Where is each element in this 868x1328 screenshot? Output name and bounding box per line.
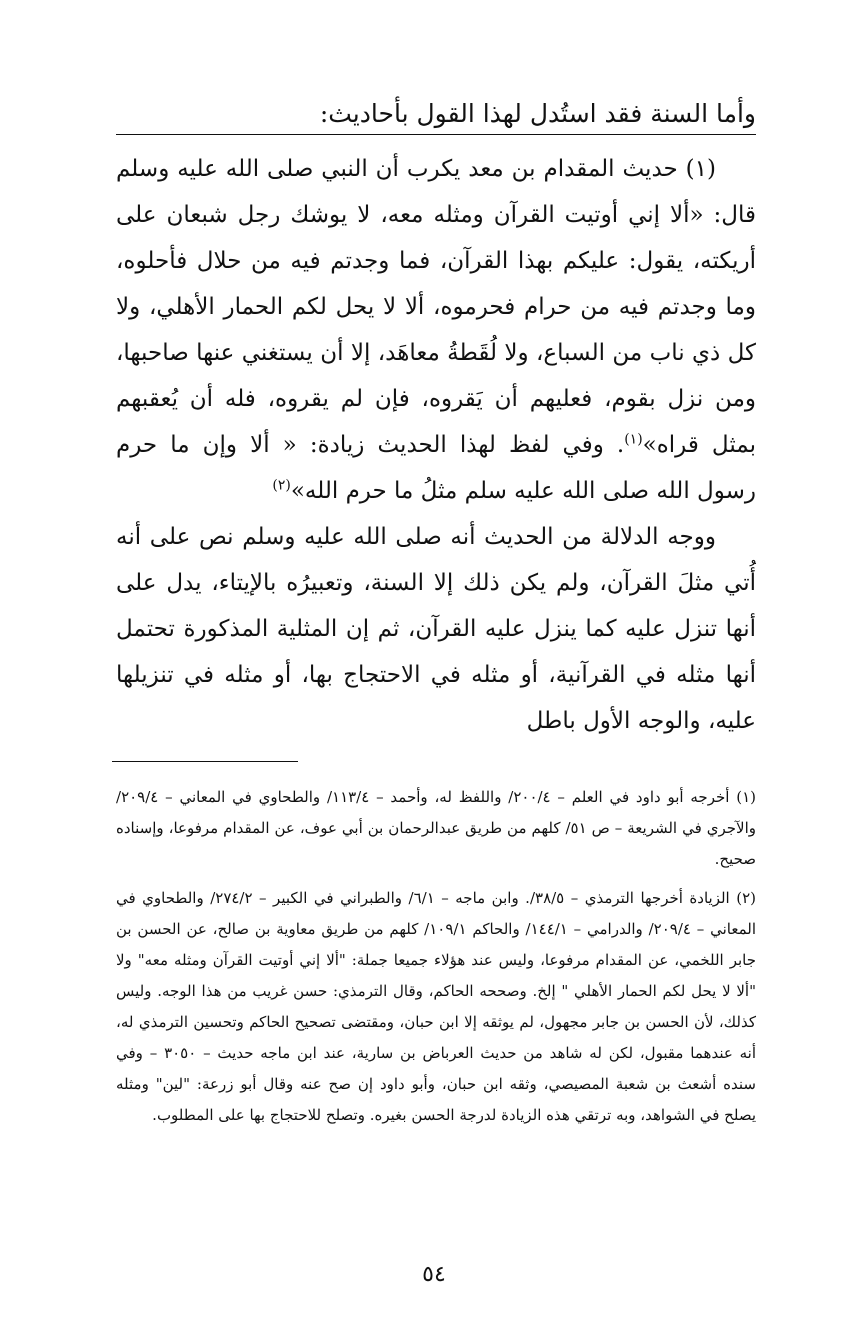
paragraph-hadith — [116, 146, 756, 514]
section-heading: وأما السنة فقد استُدل لهذا القول بأحاديث: — [319, 99, 756, 128]
hadith-addition-text: . وفي لفظ لهذا الحديث زيادة: « ألا وإن ما حرم رسول الله صلى الله عليه سلم مثلُ ما حرم الله» — [116, 432, 756, 504]
hadith-text: (١) حديث المقدام بن معد يكرب أن النبي صلى الله عليه وسلم قال: «ألا إني أوتيت القرآن ومثله معه، لا يوشك رجل شبعان على أريكته، يقول: عليكم بهذا القرآن، فما وجدتم فيه من حلال فأحلوه، وما وجدتم فيه من حرام فحرموه، ألا لا يحل لكم الحمار الأهلي، ولا كل ذي ناب من السباع، ولا لُقَطةُ معاهَد، إلا أن يستغني عنها صاحبها، ومن نزل بقوم، فعليهم أن يَقروه، فإن لم يقروه، فله أن يُعقبهم بمثل قراه» — [116, 156, 756, 458]
main-text — [116, 146, 756, 744]
page-number: ٥٤ — [422, 1262, 446, 1287]
footnotes — [116, 782, 756, 1139]
footnote-ref-1: (١) — [624, 431, 643, 448]
paragraph-evidence: ووجه الدلالة من الحديث أنه صلى الله عليه وسلم نص على أنه أُتي مثلَ القرآن، ولم يكن ذلك إلا السنة، وتعبيرُه بالإيتاء، يدل على أنها تنزل عليه كما ينزل عليه القرآن، ثم إن المثلية المذكورة تحتمل أنها مثله في القرآنية، أو مثله في الاحتجاج بها، أو مثله في تنزيلها عليه، والوجه الأول باطل — [116, 524, 756, 734]
footnote-separator — [112, 761, 298, 762]
footnote-ref-2: (٢) — [272, 477, 291, 494]
footnote-1: (١) أخرجه أبو داود في العلم – ٢٠٠/٤/ واللفظ له، وأحمد – ١١٣/٤/ والطحاوي في المعاني – ٢٠٩/٤/ والآجري في الشريعة – ص ٥١/ كلهم من طريق عبدالرحمان بن أبي عوف، عن المقدام مرفوعا، وإسناده صحيح. — [116, 788, 756, 868]
footnote-2: (٢) الزيادة أخرجها الترمذي – ٣٨/٥/. وابن ماجه – ٦/١/ والطبراني في الكبير – ٢٧٤/٢/ والطحاوي في المعاني – ٢٠٩/٤/ والدرامي – ١٤٤/١/ والحاكم ١٠٩/١/ كلهم من طريق معاوية بن صالح، عن الحسن بن جابر اللخمي، عن المقدام مرفوعا، وليس عند هؤلاء جميعا جملة: "ألا إني أوتيت القرآن ومثله معه" ولا "ألا لا يحل لكم الحمار الأهلي " إلخ. وصححه الحاكم، وقال الترمذي: حسن غريب من هذا الوجه. وليس كذلك، لأن الحسن بن جابر مجهول، لم يوثقه إلا ابن حبان، ومقتضى تصحيح الحاكم وتحسين الترمذي له، أنه عندهما مقبول، لكن له شاهد من حديث العرباض بن سارية، عند ابن ماجه حديث – ٣٠٥٠ – وفي سنده أشعث بن شعبة المصيصي، وثقه ابن حبان، وأبو داود إن صح عنه وقال أبو زرعة: "لين" ومثله يصلح في الشواهد، وبه ترتقي هذه الزيادة لدرجة الحسن بغيره. وتصلح للاحتجاج بها على المطلوب. — [116, 889, 756, 1124]
heading-underline — [116, 134, 756, 135]
